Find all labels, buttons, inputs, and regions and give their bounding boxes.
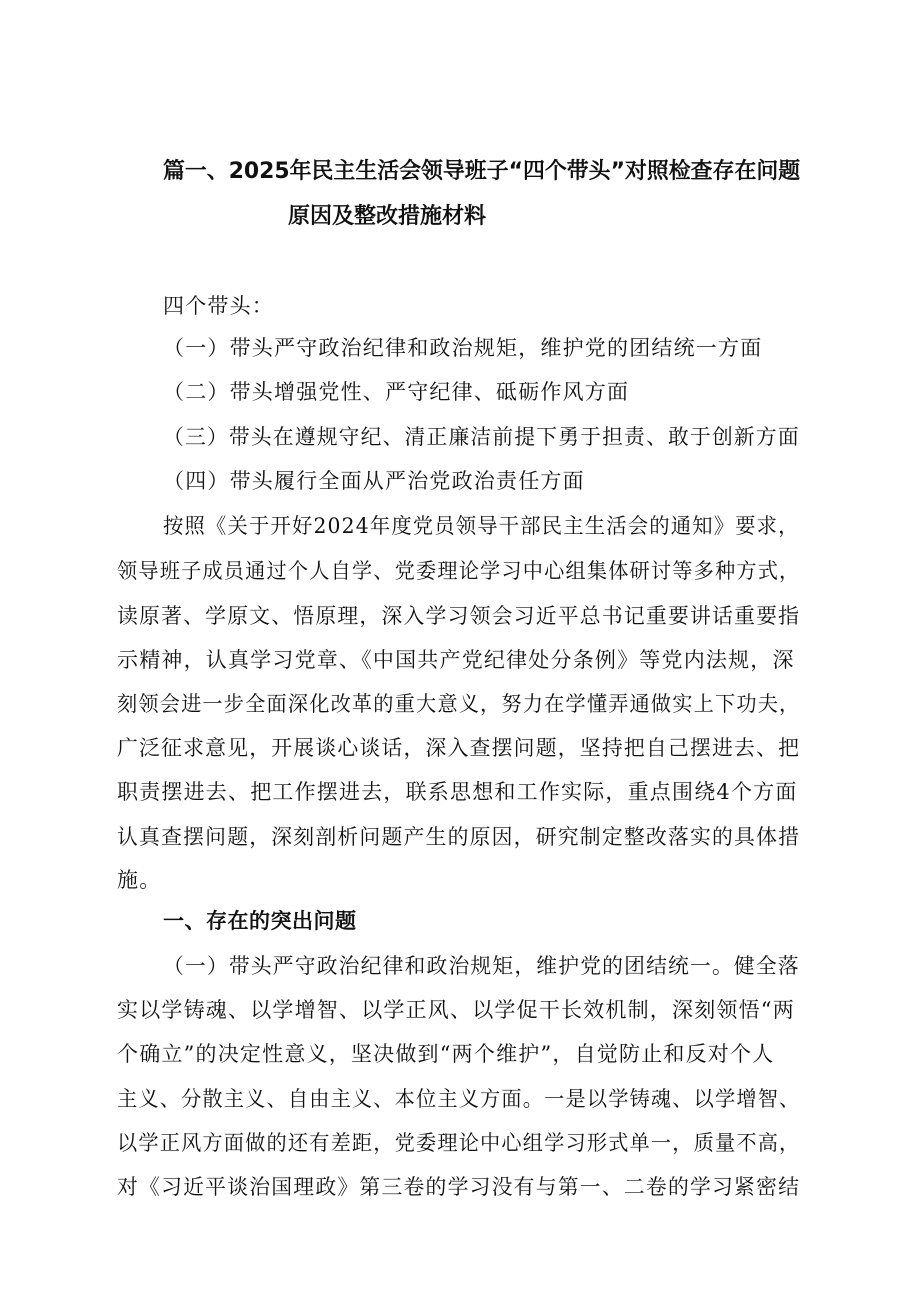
four-leads-item: （一）带头严守政治纪律和政治规矩，维护党的团结统一方面: [163, 336, 763, 360]
paragraph-line: 施。: [117, 868, 162, 892]
paragraph-line: 刻领会进一步全面深化改革的重大意义，努力在学懂弄通做实上下功夫，: [117, 692, 801, 716]
four-leads-item: （四）带头履行全面从严治党政治责任方面: [163, 469, 585, 493]
paragraph-line: 领导班子成员通过个人自学、党委理论学习中心组集体研讨等多种方式，: [117, 559, 801, 583]
document-title-line-1: 篇一、2025年民主生活会领导班子“四个带头”对照检查存在问题: [163, 159, 801, 184]
paragraph-line: 职责摆进去、把工作摆进去，联系思想和工作实际，重点围绕4个方面: [117, 780, 798, 804]
four-leads-item: （二）带头增强党性、严守纪律、砥砺作风方面: [163, 380, 630, 404]
paragraph-line: 对《习近平谈治国理政》第三卷的学习没有与第一、二卷的学习紧密结: [117, 1175, 801, 1199]
four-leads-item: （三）带头在遵规守纪、清正廉洁前提下勇于担责、敢于创新方面: [163, 425, 800, 449]
paragraph-line: 认真查摆问题，深刻剖析问题产生的原因，研究制定整改落实的具体措: [117, 825, 801, 849]
intro-label: 四个带头：: [163, 294, 274, 318]
paragraph-line: 广泛征求意见，开展谈心谈话，深入查摆问题，坚持把自己摆进去、把: [117, 736, 801, 760]
paragraph-line: 主义、分散主义、自由主义、本位主义方面。一是以学铸魂、以学增智、: [117, 1087, 801, 1111]
paragraph-line: 示精神，认真学习党章、《中国共产党纪律处分条例》等党内法规，深: [117, 648, 795, 672]
paragraph-line: 按照《关于开好2024年度党员领导干部民主生活会的通知》要求，: [163, 514, 800, 538]
paragraph-line: （一）带头严守政治纪律和政治规矩，维护党的团结统一。健全落: [163, 954, 800, 978]
section-heading: 一、存在的突出问题: [163, 909, 357, 933]
paragraph-line: 个确立”的决定性意义，坚决做到“两个维护”，自觉防止和反对个人: [117, 1042, 775, 1066]
document-title-line-2: 原因及整改措施材料: [288, 204, 487, 229]
paragraph-line: 以学正风方面做的还有差距，党委理论中心组学习形式单一，质量不高，: [117, 1131, 801, 1155]
paragraph-line: 实以学铸魂、以学增智、以学正风、以学促干长效机制，深刻领悟“两: [117, 998, 795, 1022]
paragraph-line: 读原著、学原文、悟原理，深入学习领会习近平总书记重要讲话重要指: [117, 604, 801, 628]
